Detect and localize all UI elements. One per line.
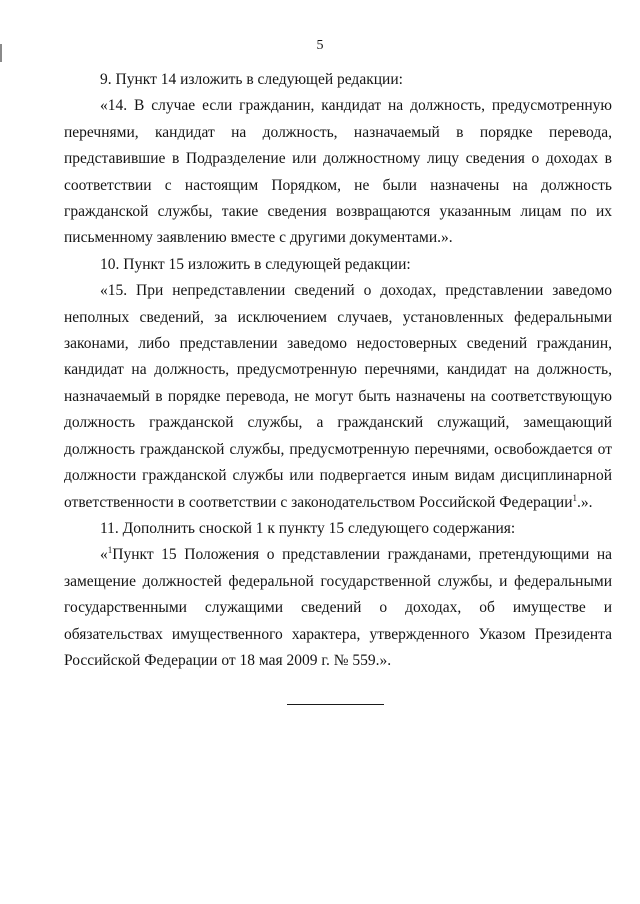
item-15-closing: .». — [577, 493, 593, 511]
item-15-body: «15. При непредставлении сведений о доходах, представлении заведомо неполных сведений, за исключением случаев, установленных федеральными законами, либо представлении заведомо недостоверных сведений гражданин, кандидат на должность, предусмотренную перечнями, кандидат на должность, назначаемый в порядке перевода, не могут быть назначены на соответствующую должность гражданской службы, а гражданский служащий, замещающий должность гражданской службы, предусмотренную перечнями, освобождается от должности гражданской службы или подвергается иным видам дисциплинарной ответственности в соответствии с законодательством Российской Федерации — [64, 282, 612, 511]
footnote-text — [64, 542, 612, 674]
footnote-ref: 1 — [572, 492, 577, 503]
end-separator-line — [287, 704, 384, 705]
item-11-heading: 11. Дополнить сноской 1 к пункту 15 следующего содержания: — [100, 519, 516, 537]
page-number: 5 — [316, 38, 324, 53]
footnote-body: Пункт 15 Положения о представлении гражданами, претендующими на замещение должностей федеральной государственной службы, и федеральными государственными служащими сведений о доходах, об имуществе и обязательствах имущественного характера, утвержденного Указом Президента Российской Федерации от 18 мая 2009 г. № 559.». — [64, 546, 612, 669]
document-body — [64, 67, 612, 674]
item-14-text: «14. В случае если гражданин, кандидат на должность, предусмотренную перечнями, кандидат на должность, назначаемый в порядке перевода, представившие в Подразделение или должностному лицу сведения о доходах в соответствии с настоящим Порядком, не были назначены на должность гражданской службы, такие сведения возвращаются указанным лицам по их письменному заявлению вместе с другими документами.». — [64, 97, 612, 247]
item-15-text — [64, 278, 612, 516]
item-10-heading: 10. Пункт 15 изложить в следующей редакции: — [100, 255, 411, 273]
footnote-marker: 1 — [107, 545, 113, 556]
item-9-heading: 9. Пункт 14 изложить в следующей редакции: — [100, 71, 403, 88]
footnote-open-quote: « — [100, 546, 108, 564]
